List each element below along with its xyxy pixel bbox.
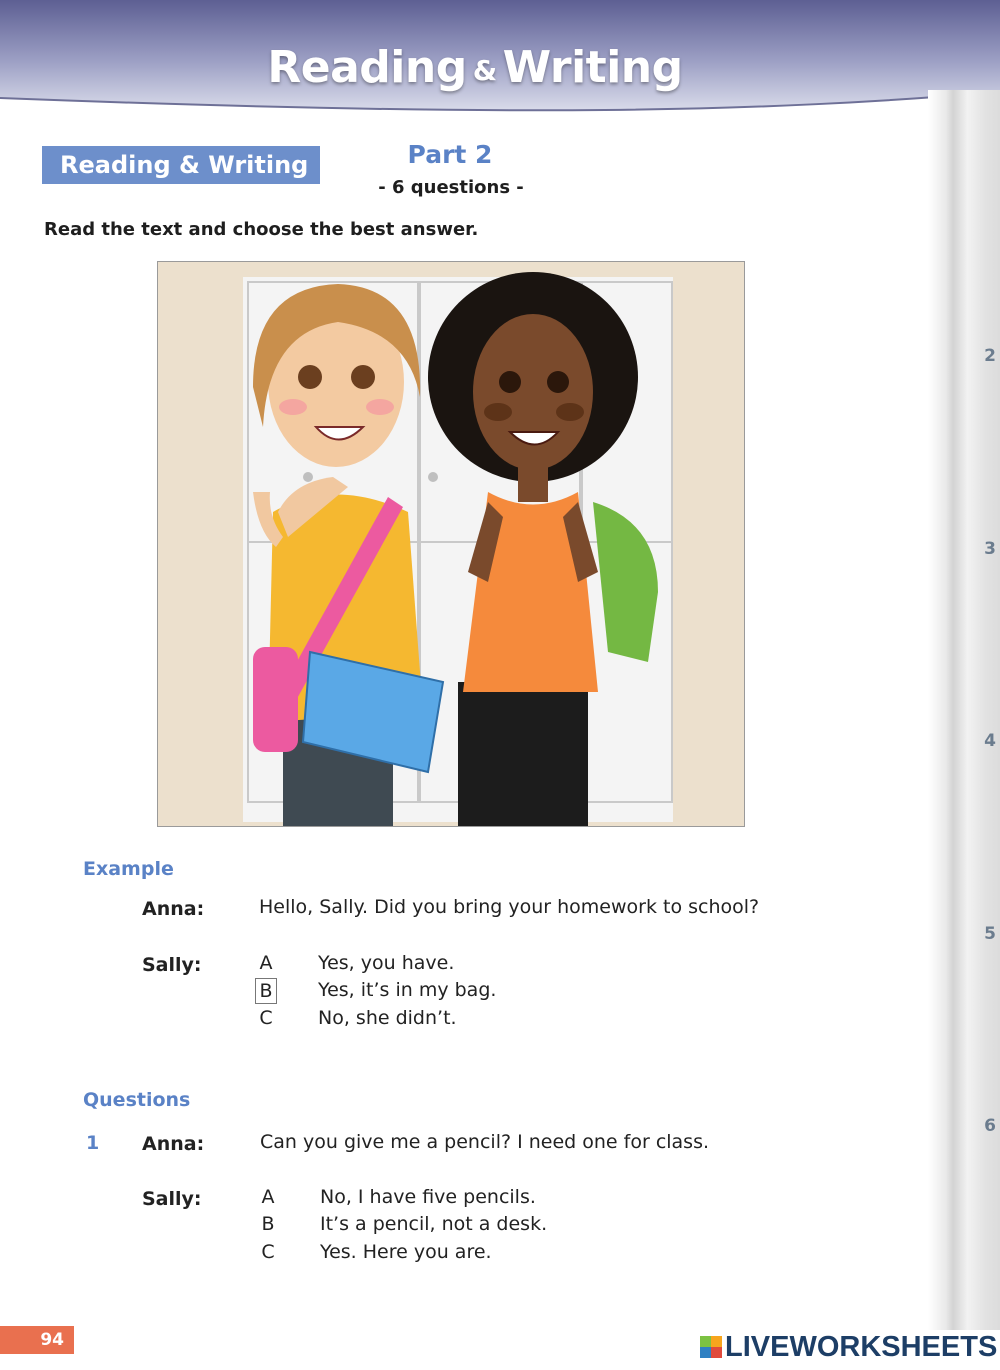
question-1-speaker-anna: Anna: bbox=[142, 1133, 205, 1155]
question-1-option-a-text[interactable]: No, I have five pencils. bbox=[320, 1186, 536, 1208]
example-prompt: Hello, Sally. Did you bring your homework to school? bbox=[259, 896, 760, 918]
side-tab-4: 4 bbox=[984, 731, 996, 751]
part-subtitle: - 6 questions - bbox=[378, 177, 524, 198]
example-option-letter-c: C bbox=[259, 1007, 273, 1029]
illustration-art bbox=[158, 262, 745, 827]
example-option-letter-b-selected: B bbox=[255, 978, 277, 1004]
example-speaker-anna: Anna: bbox=[142, 898, 205, 920]
side-tab-3: 3 bbox=[984, 539, 996, 559]
two-girls-illustration bbox=[157, 261, 745, 827]
question-1-option-c-text[interactable]: Yes. Here you are. bbox=[320, 1241, 492, 1263]
banner-title: Reading & Writing bbox=[267, 42, 683, 93]
example-option-text-a: Yes, you have. bbox=[318, 952, 455, 974]
part-title: Part 2 bbox=[407, 140, 493, 169]
example-option-text-c: No, she didn’t. bbox=[318, 1007, 457, 1029]
section-tag: Reading & Writing bbox=[42, 146, 320, 184]
book-spine bbox=[928, 90, 1000, 1330]
side-tab-5: 5 bbox=[984, 924, 996, 944]
header-banner bbox=[0, 0, 1000, 125]
instruction-text: Read the text and choose the best answer. bbox=[44, 219, 479, 240]
liveworksheets-watermark bbox=[700, 1332, 997, 1362]
watermark-text: LIVEWORKSHEETS bbox=[725, 1330, 998, 1363]
question-1-option-b[interactable]: B bbox=[261, 1213, 275, 1235]
example-option-text-b: Yes, it’s in my bag. bbox=[318, 979, 497, 1001]
question-1-speaker-sally: Sally: bbox=[142, 1188, 202, 1210]
side-tab-2: 2 bbox=[984, 346, 996, 366]
liveworksheets-logo-icon bbox=[700, 1336, 722, 1358]
example-option-letter-a: A bbox=[259, 952, 273, 974]
example-heading: Example bbox=[83, 858, 174, 880]
question-1-option-a[interactable]: A bbox=[261, 1186, 275, 1208]
question-1-option-c[interactable]: C bbox=[261, 1241, 275, 1263]
side-tab-6: 6 bbox=[984, 1116, 996, 1136]
example-speaker-sally: Sally: bbox=[142, 954, 202, 976]
page-number: 94 bbox=[0, 1326, 74, 1354]
question-number-1: 1 bbox=[86, 1132, 100, 1154]
question-1-option-b-text[interactable]: It’s a pencil, not a desk. bbox=[320, 1213, 548, 1235]
questions-heading: Questions bbox=[83, 1089, 191, 1111]
question-1-prompt: Can you give me a pencil? I need one for class. bbox=[260, 1131, 710, 1153]
